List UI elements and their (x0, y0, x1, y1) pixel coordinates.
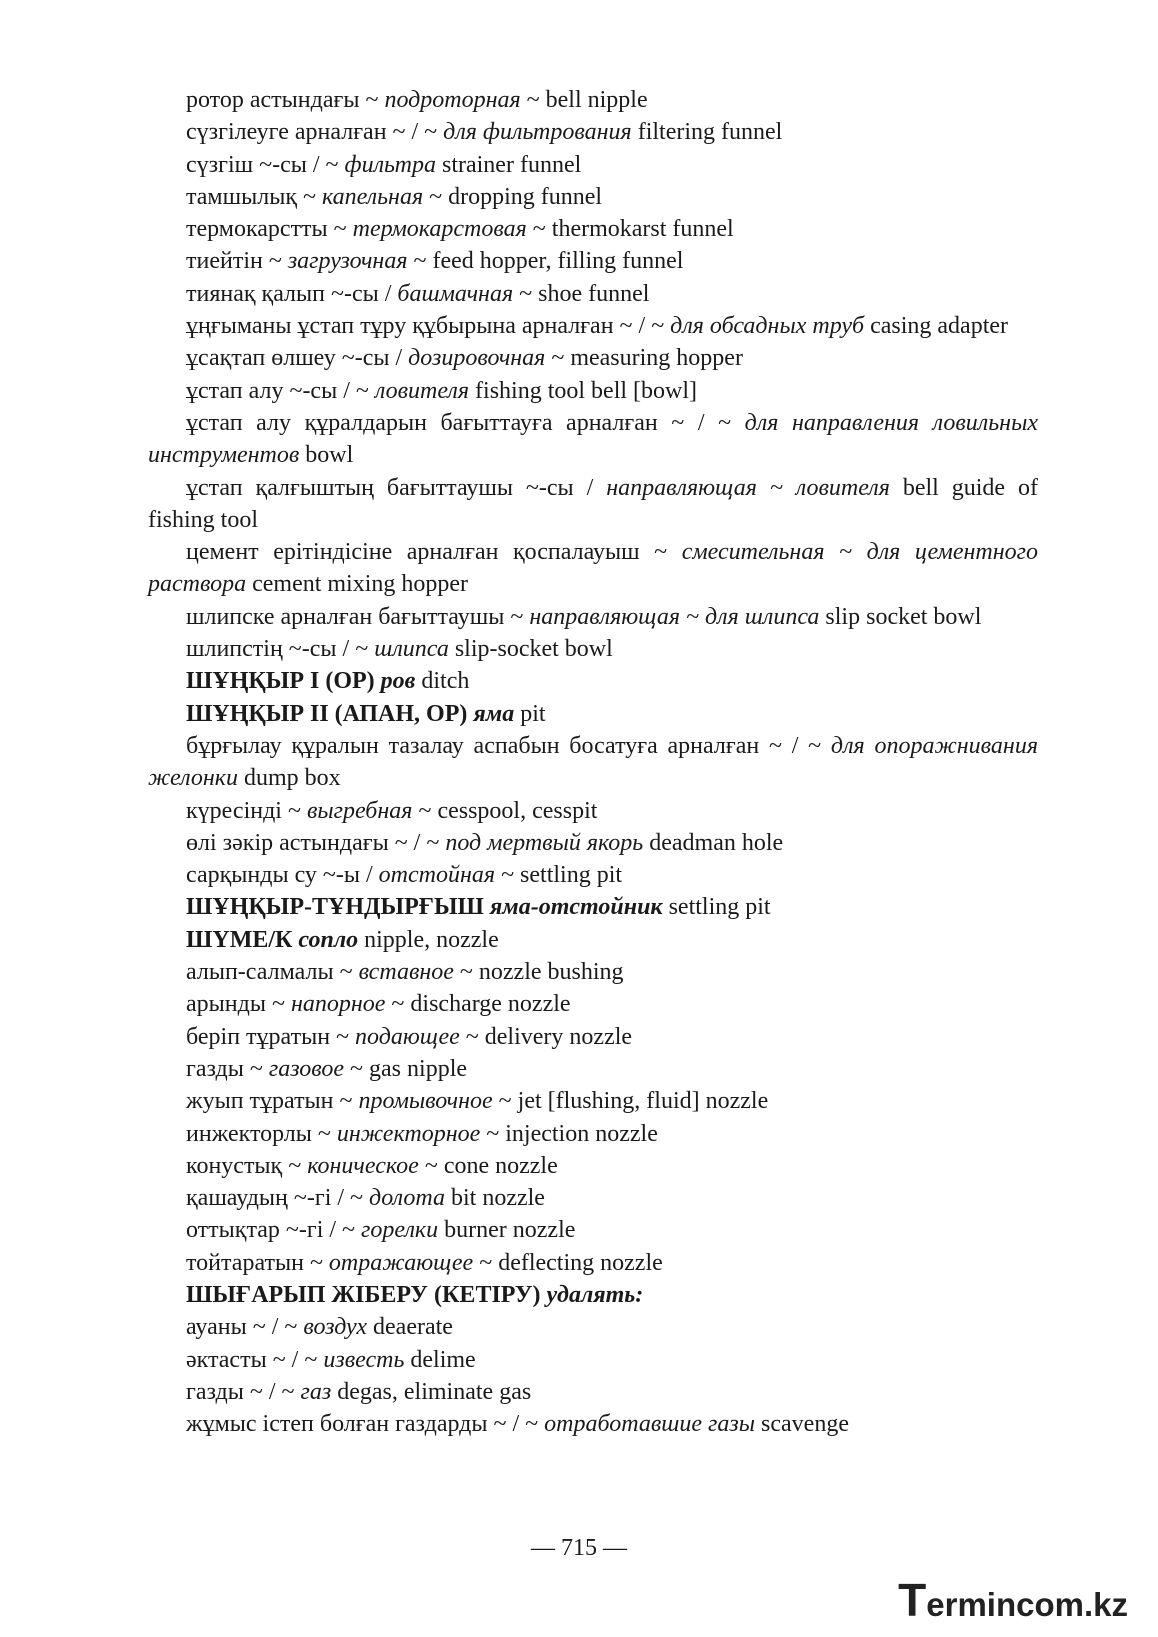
headword-entry (148, 665, 1038, 697)
english-translation: ~ gas nipple (344, 1055, 468, 1082)
dictionary-entry (148, 633, 1038, 665)
english-translation: bell guide of fishing tool (148, 474, 1038, 533)
headword-kazakh: ШҮМЕ/К (186, 926, 299, 953)
dictionary-entry (148, 407, 1038, 472)
dictionary-entry (148, 245, 1038, 277)
dictionary-entry (148, 827, 1038, 859)
russian-term: термокарстовая (352, 216, 527, 243)
russian-term: газовое (268, 1055, 345, 1082)
kazakh-term: күресінді ~ (186, 797, 307, 824)
english-translation: ~ cone nozzle (418, 1152, 558, 1179)
headword-kazakh: ШҰҢҚЫР I (ОР) (186, 668, 381, 695)
english-translation: deadman hole (643, 829, 784, 856)
russian-term: фильтра (344, 151, 436, 178)
kazakh-term: ұстап алу ~-сы / ~ (186, 377, 375, 404)
english-translation: filtering funnel (631, 119, 783, 146)
kazakh-term: тамшылық ~ (186, 183, 322, 210)
headword-entry (148, 891, 1038, 923)
dictionary-entry (148, 1150, 1038, 1182)
russian-term: вставное (358, 959, 454, 986)
russian-term: смесительная ~ для цементного раствора (148, 539, 1038, 598)
kazakh-term: оттықтар ~-гі / ~ (186, 1217, 362, 1244)
english-translation: ~ settling pit (495, 862, 623, 889)
kazakh-term: сүзгіш ~-сы / ~ (186, 151, 345, 178)
headword-russian: ров (380, 668, 416, 695)
dictionary-entry (148, 84, 1038, 116)
dictionary-entry (148, 472, 1038, 537)
russian-term: ловителя (374, 377, 470, 404)
russian-term: напорное (290, 991, 386, 1018)
headword-entry (148, 698, 1038, 730)
dictionary-entry (148, 1118, 1038, 1150)
russian-term: для опоражнивания желонки (148, 732, 1038, 792)
kazakh-term: шлипстің ~-сы / ~ (186, 636, 375, 663)
kazakh-term: конустық ~ (186, 1152, 308, 1179)
kazakh-term: беріп тұратын ~ (186, 1023, 356, 1050)
dictionary-entry (148, 1053, 1038, 1085)
english-translation: ~ jet [flushing, fluid] nozzle (492, 1088, 769, 1115)
russian-term: загрузочная (287, 248, 408, 275)
dictionary-entry (148, 1311, 1038, 1343)
russian-term: отстойная (378, 862, 496, 889)
headword-russian: яма-отстойник (489, 894, 663, 921)
english-translation: fishing tool bell [bowl] (469, 377, 698, 404)
russian-term: долота (369, 1185, 445, 1212)
russian-term: известь (323, 1346, 405, 1373)
dictionary-entry (148, 310, 1038, 342)
english-translation: delime (404, 1346, 476, 1373)
english-translation: ~ injection nozzle (480, 1120, 658, 1147)
headword-kazakh: ШҰҢҚЫР-ТҰНДЫРҒЫШ (186, 894, 490, 921)
english-translation: cement mixing hopper (246, 571, 469, 598)
kazakh-term: ұстап алу құралдарын бағыттауға арналған ~ / ~ (186, 409, 745, 436)
russian-term: газ (300, 1378, 332, 1405)
kazakh-term: термокарстты ~ (186, 216, 353, 243)
kazakh-term: ұңғыманы ұстап тұру құбырына арналған ~ / ~ (186, 313, 671, 340)
russian-term: капельная (321, 183, 424, 210)
russian-term: шлипса (374, 636, 449, 663)
dictionary-entry (148, 536, 1038, 601)
kazakh-term: тиянақ қалып ~-сы / (186, 280, 398, 307)
english-translation: ~ feed hopper, filling funnel (407, 248, 684, 275)
kazakh-term: тойтаратын ~ (186, 1249, 329, 1276)
russian-term: горелки (361, 1217, 439, 1244)
russian-term: подающее (355, 1023, 460, 1050)
headword-russian: удалять: (546, 1281, 644, 1308)
dictionary-entry (148, 795, 1038, 827)
kazakh-term: газды ~ / ~ (186, 1378, 301, 1405)
kazakh-term: өлі зәкір астындағы ~ / ~ (186, 829, 446, 856)
english-translation: degas, eliminate gas (331, 1378, 532, 1405)
dictionary-entry (148, 375, 1038, 407)
headword-kazakh: ШЫҒАРЫП ЖІБЕРУ (КЕТІРУ) (186, 1281, 547, 1308)
russian-term: для фильтрования (443, 119, 632, 146)
dictionary-entry (148, 1214, 1038, 1246)
dictionary-entry (148, 1247, 1038, 1279)
russian-term: отработавшие газы (544, 1411, 756, 1438)
dictionary-entry (148, 342, 1038, 374)
kazakh-term: шлипске арналған бағыттаушы ~ (186, 603, 530, 630)
dictionary-entry (148, 1085, 1038, 1117)
english-translation: ~ discharge nozzle (385, 991, 571, 1018)
english-translation: nipple, nozzle (358, 926, 499, 953)
russian-term: башмачная (397, 280, 514, 307)
dictionary-entry (148, 859, 1038, 891)
english-translation: slip-socket bowl (448, 636, 613, 663)
russian-term: под мертвый якорь (445, 829, 644, 856)
english-translation: ~ thermokarst funnel (526, 216, 734, 243)
english-translation: slip socket bowl (819, 603, 982, 630)
english-translation: burner nozzle (438, 1217, 576, 1244)
kazakh-term: газды ~ (186, 1055, 269, 1082)
russian-term: инжекторное (336, 1120, 481, 1147)
kazakh-term: жұмыс істеп болған газдарды ~ / ~ (186, 1411, 545, 1438)
termincom-logo (898, 1574, 1128, 1626)
english-translation: ~ nozzle bushing (453, 959, 624, 986)
english-translation: scavenge (755, 1411, 849, 1438)
russian-term: для направления ловильных инструментов (148, 409, 1038, 469)
kazakh-term: сарқынды су ~-ы / (186, 862, 379, 889)
headword-russian: яма (473, 700, 515, 727)
kazakh-term: арынды ~ (186, 991, 291, 1018)
english-translation: pit (514, 700, 546, 727)
kazakh-term: цемент ерітіндісіне арналған қоспалауыш ~ (186, 539, 682, 566)
headword-kazakh: ШҰҢҚЫР II (АПАН, ОР) (186, 700, 474, 727)
kazakh-term: алып-салмалы ~ (186, 959, 359, 986)
english-translation: ~ measuring hopper (545, 345, 743, 372)
russian-term: коническое (307, 1152, 419, 1179)
kazakh-term: бұрғылау құралын тазалау аспабын босатуға арналған ~ / ~ (186, 732, 831, 759)
english-translation: strainer funnel (435, 151, 582, 178)
russian-term: промывочное (358, 1088, 493, 1115)
dictionary-entry (148, 988, 1038, 1020)
kazakh-term: ұсақтап өлшеу ~-сы / (186, 345, 409, 372)
dictionary-entry (148, 181, 1038, 213)
english-translation: ~ bell nipple (520, 87, 648, 113)
headword-russian: сопло (298, 926, 359, 953)
english-translation: ~ shoe funnel (513, 280, 650, 307)
english-translation: bowl (299, 442, 354, 469)
english-translation: ~ delivery nozzle (459, 1023, 633, 1050)
dictionary-entry (148, 1182, 1038, 1214)
russian-term: направляющая ~ для шлипса (529, 603, 820, 630)
english-translation: dump box (237, 765, 341, 792)
dictionary-entry (148, 116, 1038, 148)
dictionary-entry (148, 213, 1038, 245)
dictionary-entry (148, 1408, 1038, 1440)
kazakh-term: ұстап қалғыштың бағыттаушы ~-сы / (186, 474, 607, 501)
english-translation: ~ cesspool, cesspit (412, 797, 598, 824)
logo-text: ermincom.kz (926, 1585, 1128, 1623)
dictionary-entry (148, 1344, 1038, 1376)
english-translation: deaerate (367, 1314, 453, 1341)
dictionary-entry (148, 149, 1038, 181)
dictionary-entry (148, 1376, 1038, 1408)
kazakh-term: тиейтін ~ (186, 248, 288, 275)
dictionary-entry (148, 730, 1038, 795)
dictionary-entry (148, 1021, 1038, 1053)
english-translation: ~ deflecting nozzle (473, 1249, 663, 1276)
dictionary-page-body (148, 84, 1038, 1440)
english-translation: settling pit (662, 894, 771, 921)
russian-term: подроторная (384, 87, 521, 113)
russian-term: направляющая ~ ловителя (606, 474, 890, 501)
kazakh-term: әктасты ~ / ~ (186, 1346, 324, 1373)
dictionary-entry (148, 956, 1038, 988)
russian-term: для обсадных труб (670, 313, 865, 340)
russian-term: воздух (303, 1314, 368, 1341)
headword-entry (148, 924, 1038, 956)
kazakh-term: қашаудың ~-гі / ~ (186, 1185, 370, 1212)
dictionary-entry (148, 601, 1038, 633)
english-translation: bit nozzle (444, 1185, 545, 1212)
russian-term: отражающее (328, 1249, 474, 1276)
english-translation: ~ dropping funnel (423, 183, 603, 210)
page-number: — 715 — (531, 1535, 627, 1561)
russian-term: выгребная (306, 797, 413, 824)
kazakh-term: ауаны ~ / ~ (186, 1314, 304, 1341)
kazakh-term: инжекторлы ~ (186, 1120, 337, 1147)
english-translation: casing adapter (864, 313, 1009, 340)
kazakh-term: жуып тұратын ~ (186, 1088, 359, 1115)
english-translation: ditch (415, 668, 470, 695)
logo-letter: T (898, 1574, 927, 1626)
dictionary-entry (148, 278, 1038, 310)
kazakh-term: ротор астындағы ~ (186, 87, 385, 113)
russian-term: дозировочная (408, 345, 546, 372)
kazakh-term: сүзгілеуге арналған ~ / ~ (186, 119, 444, 146)
headword-entry (148, 1279, 1038, 1311)
